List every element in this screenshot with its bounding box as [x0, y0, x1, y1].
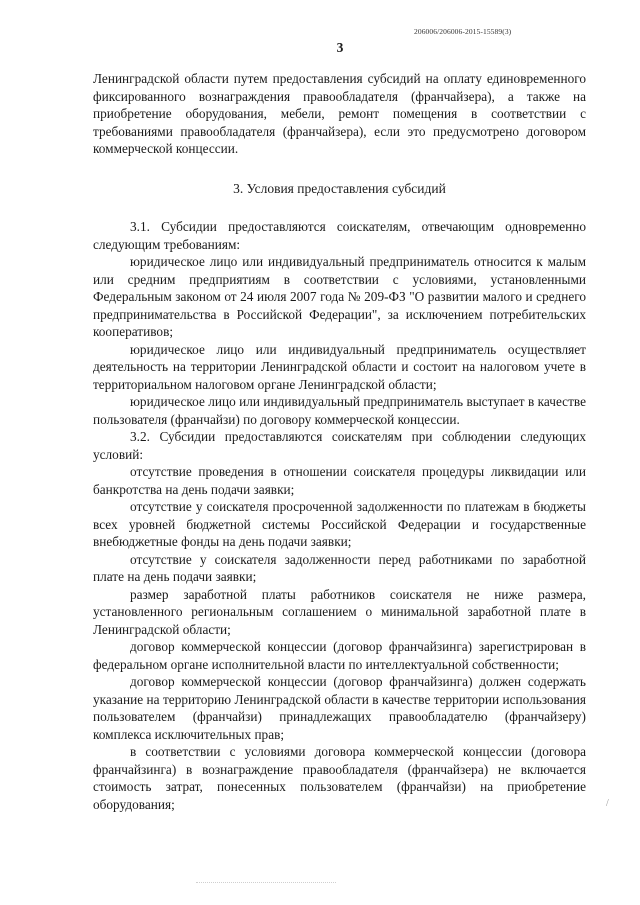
paragraph: отсутствие у соискателя задолженности перед работниками по заработной плате на день подачи заявки;: [93, 551, 586, 584]
intro-paragraph: Ленинградской области путем предоставления субсидий на оплату единовременного фиксированного вознаграждения правообладателя (франчайзера), а также на приобретение оборудования, мебели, ремонт помещения в соответствии с требованиями правообладателя (франчайзера), если это предусмотрено договором коммерческой концессии.: [93, 71, 586, 156]
page-number: 3: [336, 40, 344, 55]
paragraph: размер заработной платы работников соискателя не ниже размера, установленного региональным соглашением о минимальной заработной плате в Ленинградской области;: [93, 586, 586, 637]
scan-artifact: [196, 882, 336, 889]
paragraph: отсутствие проведения в отношении соискателя процедуры ликвидации или банкротства на день подачи заявки;: [93, 464, 586, 497]
margin-mark: /: [606, 798, 609, 809]
document-body: [93, 70, 586, 813]
paragraph: в соответствии с условиями договора коммерческой концессии (договора франчайзинга) в вознаграждение правообладателя (франчайзера) не включается стоимость затрат, понесенных пользователем (франчайзи) на приобретение оборудования;: [93, 744, 586, 812]
paragraph: юридическое лицо или индивидуальный предприниматель выступает в качестве пользователя (франчайзи) по договору коммерческой концессии.: [93, 394, 586, 427]
paragraph: договор коммерческой концессии (договор франчайзинга) должен содержать указание на территорию Ленинградской области в качестве территории использования пользователем (франчайзи) принадлежащих правообладателю (франчайзеру) комплекса исключительных прав;: [93, 674, 586, 742]
section-title: 3. Условия предоставления субсидий: [233, 180, 446, 196]
document-id: 206006/206006-2015-15589(3): [414, 27, 512, 36]
paragraph: отсутствие у соискателя просроченной задолженности по платежам в бюджеты всех уровней бюджетной системы Российской Федерации и государственные внебюджетные фонды на день подачи заявки;: [93, 499, 586, 549]
paragraph: 3.1. Субсидии предоставляются соискателям, отвечающим одновременно следующим требованиям:: [93, 219, 586, 252]
paragraph: договор коммерческой концессии (договор франчайзинга) зарегистрирован в федеральном органе исполнительной власти по интеллектуальной собственности;: [93, 639, 586, 672]
paragraph: юридическое лицо или индивидуальный предприниматель относится к малым или средним предприятиям в соответствии с условиями, установленными Федеральным законом от 24 июля 2007 года № 209-ФЗ "О развитии малого и среднего предпринимательства в Российской Федерации", за исключением потребительских кооперативов;: [93, 254, 586, 339]
paragraph: юридическое лицо или индивидуальный предприниматель осуществляет деятельность на территории Ленинградской области и состоит на налоговом учете в территориальном налоговом органе Ленинградской области;: [93, 341, 586, 392]
paragraph: 3.2. Субсидии предоставляются соискателям при соблюдении следующих условий:: [93, 429, 586, 462]
